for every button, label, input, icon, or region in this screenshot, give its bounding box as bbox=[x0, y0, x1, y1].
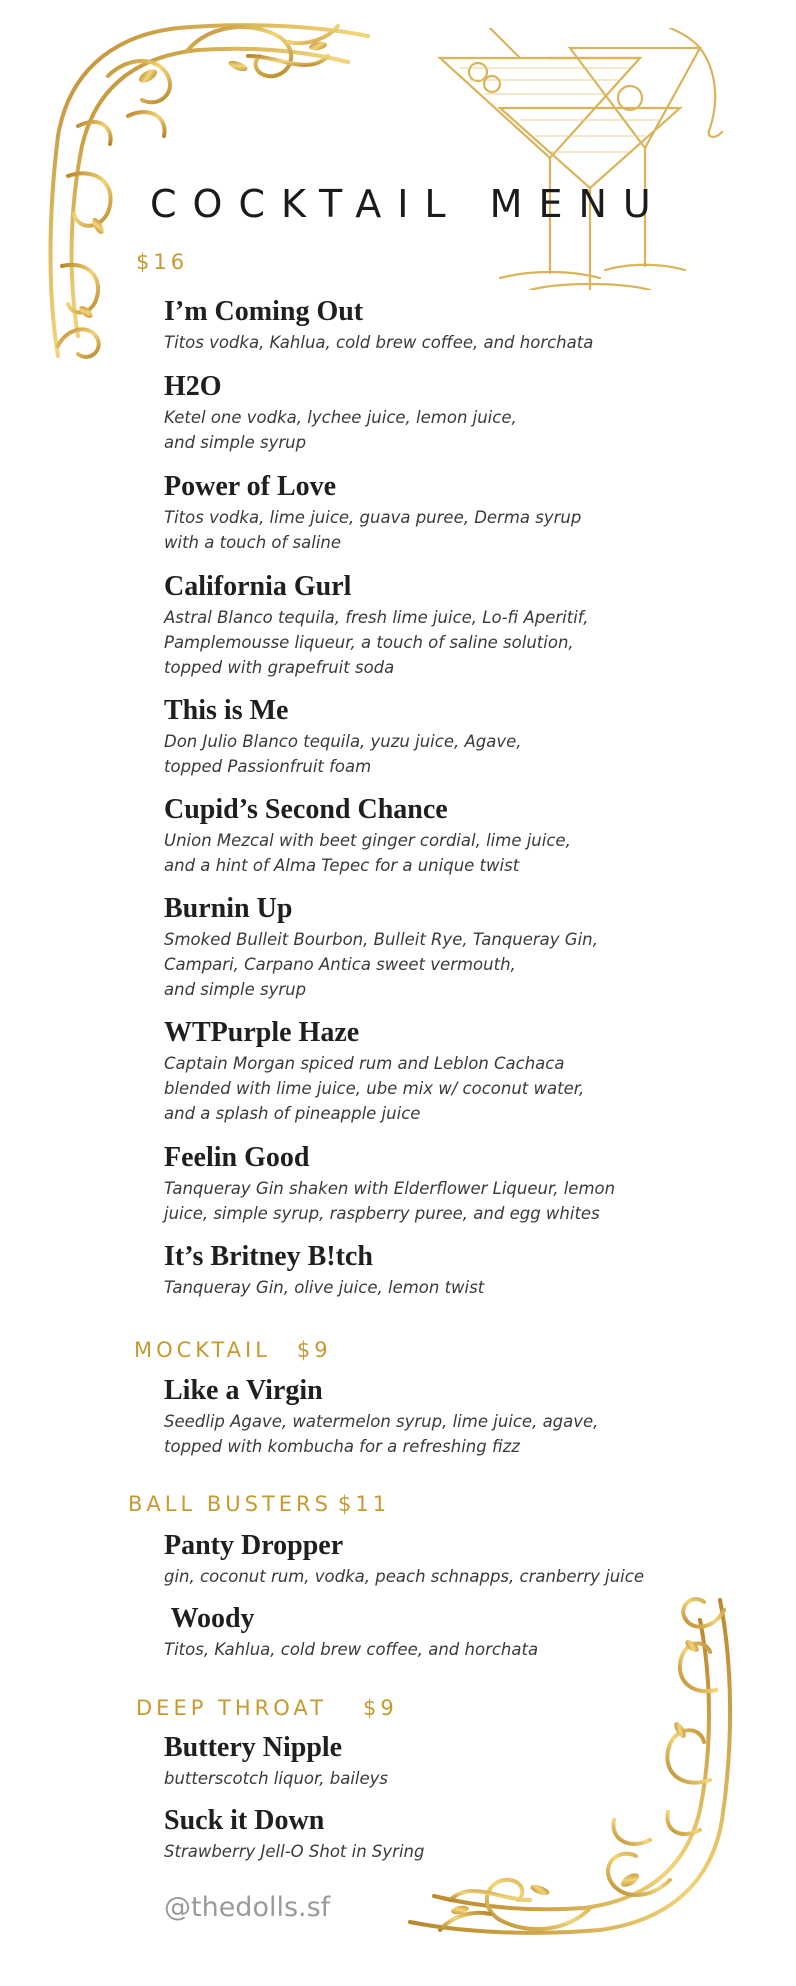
menu-item bbox=[164, 1241, 724, 1300]
item-description: Strawberry Jell-O Shot in Syring bbox=[164, 1842, 425, 1861]
menu-item bbox=[164, 471, 724, 555]
menu-item bbox=[164, 1805, 724, 1864]
section-price: $9 bbox=[296, 1338, 332, 1362]
section-header-ball-busters bbox=[128, 1492, 390, 1516]
item-description: Titos vodka, Kahlua, cold brew coffee, and horchata bbox=[164, 333, 594, 352]
menu-item bbox=[164, 1603, 724, 1662]
item-description: Ketel one vodka, lychee juice, lemon juice, and simple syrup bbox=[164, 408, 517, 452]
item-name: Panty Dropper bbox=[164, 1530, 344, 1561]
item-name: Buttery Nipple bbox=[164, 1732, 343, 1763]
item-name: Suck it Down bbox=[164, 1805, 325, 1836]
section-header-mocktail bbox=[134, 1338, 332, 1362]
item-name: Burnin Up bbox=[164, 893, 293, 924]
item-name: Power of Love bbox=[164, 471, 337, 502]
menu-title: COCKTAIL MENU bbox=[150, 182, 667, 226]
item-description: Astral Blanco tequila, fresh lime juice, Lo-fi Aperitif, Pamplemousse liqueur, a touch of saline solution, topped with grapefruit soda bbox=[164, 608, 589, 677]
item-name: Woody bbox=[164, 1603, 255, 1634]
item-description: Tanqueray Gin shaken with Elderflower Liqueur, lemon juice, simple syrup, raspberry puree, and egg whites bbox=[164, 1179, 616, 1223]
item-name: This is Me bbox=[164, 695, 289, 726]
item-description: butterscotch liquor, baileys bbox=[164, 1769, 389, 1788]
item-description: gin, coconut rum, vodka, peach schnapps, cranberry juice bbox=[164, 1567, 644, 1586]
item-name: Like a Virgin bbox=[164, 1375, 323, 1406]
item-description: Captain Morgan spiced rum and Leblon Cachaca blended with lime juice, ube mix w/ coconut water, and a splash of pineapple juice bbox=[164, 1054, 585, 1123]
item-name: It’s Britney B!tch bbox=[164, 1241, 373, 1272]
section-name: DEEP THROAT bbox=[136, 1696, 327, 1720]
item-description: Tanqueray Gin, olive juice, lemon twist bbox=[164, 1278, 485, 1297]
menu-item bbox=[164, 296, 724, 355]
menu-item bbox=[164, 794, 724, 878]
menu-item bbox=[164, 1375, 724, 1459]
menu-item bbox=[164, 695, 724, 779]
item-name: Cupid’s Second Chance bbox=[164, 794, 448, 825]
menu-item bbox=[164, 1732, 724, 1791]
section-price: $11 bbox=[337, 1492, 391, 1516]
menu-item bbox=[164, 893, 724, 1002]
item-name: I’m Coming Out bbox=[164, 296, 364, 327]
menu-item bbox=[164, 571, 724, 680]
item-description: Smoked Bulleit Bourbon, Bulleit Rye, Tanqueray Gin, Campari, Carpano Antica sweet vermouth, and simple syrup bbox=[164, 930, 598, 999]
section-header-cocktails bbox=[136, 250, 188, 274]
menu-item bbox=[164, 1530, 724, 1589]
item-description: Don Julio Blanco tequila, yuzu juice, Agave, topped Passionfruit foam bbox=[164, 732, 522, 776]
item-name: WTPurple Haze bbox=[164, 1017, 360, 1048]
item-name: H2O bbox=[164, 371, 222, 402]
menu-item bbox=[164, 371, 724, 455]
section-price: $9 bbox=[362, 1696, 398, 1720]
section-name: BALL BUSTERS bbox=[128, 1492, 332, 1516]
menu-item bbox=[164, 1017, 724, 1126]
section-price: $16 bbox=[136, 250, 189, 274]
item-name: California Gurl bbox=[164, 571, 352, 602]
item-description: Titos vodka, lime juice, guava puree, Derma syrup with a touch of saline bbox=[164, 508, 582, 552]
martini-glasses-icon bbox=[430, 28, 730, 290]
item-description: Union Mezcal with beet ginger cordial, lime juice, and a hint of Alma Tepec for a unique twist bbox=[164, 831, 571, 875]
item-description: Seedlip Agave, watermelon syrup, lime juice, agave, topped with kombucha for a refreshing fizz bbox=[164, 1412, 599, 1456]
menu-item bbox=[164, 1142, 724, 1226]
section-name: MOCKTAIL bbox=[134, 1338, 271, 1362]
item-description: Titos, Kahlua, cold brew coffee, and horchata bbox=[164, 1640, 539, 1659]
social-handle: @thedolls.sf bbox=[164, 1892, 331, 1923]
section-header-deep-throat bbox=[136, 1696, 398, 1720]
item-name: Feelin Good bbox=[164, 1142, 310, 1173]
